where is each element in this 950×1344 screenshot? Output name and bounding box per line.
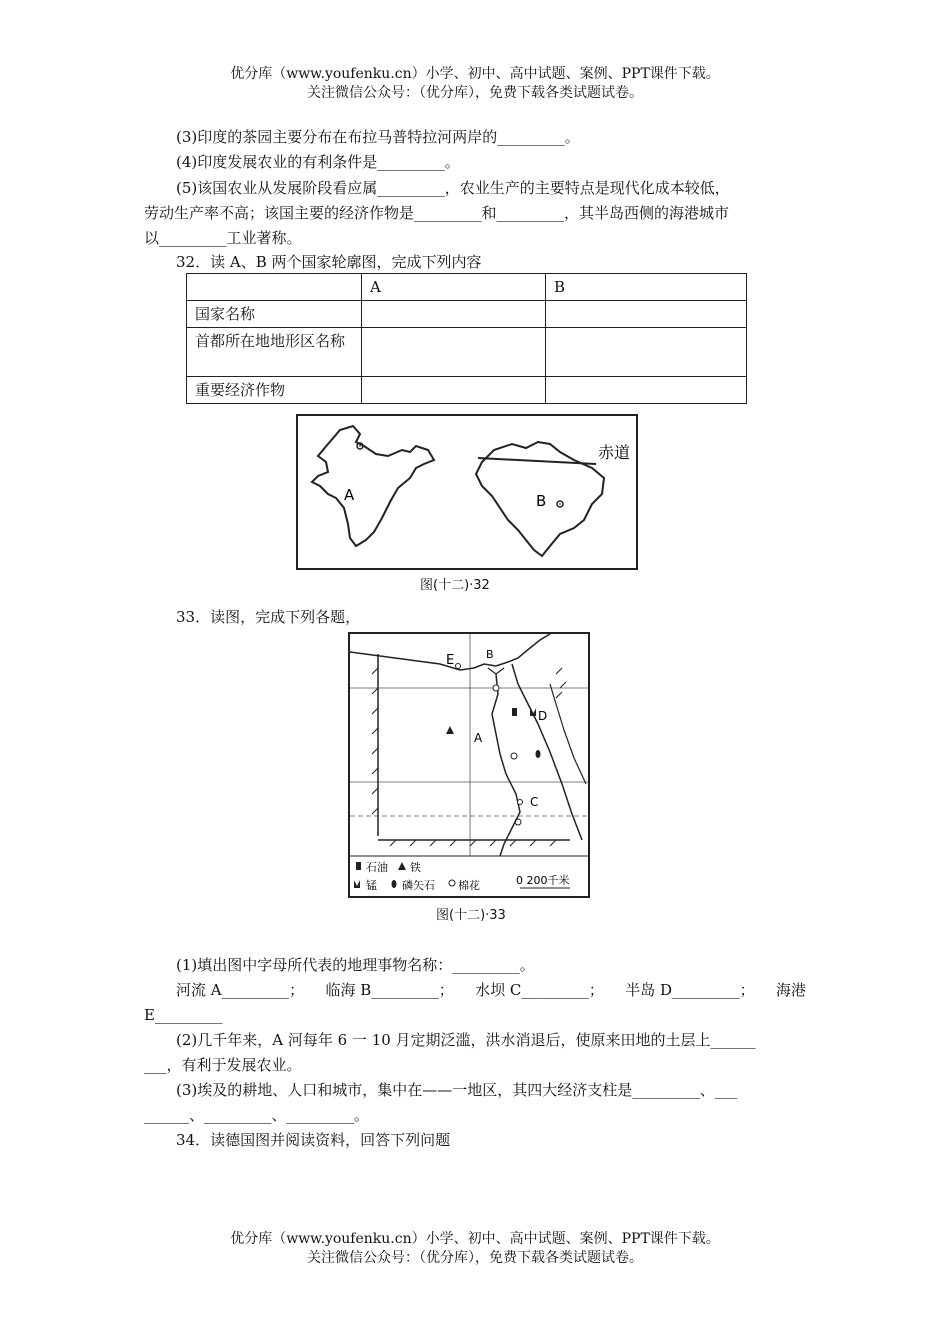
figure-33-map (348, 632, 590, 898)
cairo-marker (493, 685, 499, 691)
figure-32-map (296, 414, 638, 570)
table-cell-crops-b[interactable] (546, 377, 747, 404)
dam-marker (518, 800, 523, 805)
figure-33-svg (350, 634, 588, 896)
footer-line-1: 优分库（www.youfenku.cn）小学、初中、高中试题、案例、PPT课件下载。 (230, 1231, 720, 1247)
q33-dam-c: 水坝 C_________； (475, 981, 604, 999)
q33-river-a: 河流 A_________； (176, 981, 305, 999)
map-label-a: A (344, 486, 355, 504)
q33-part1-blanks (176, 980, 806, 1000)
q33-port-e: E_________ (144, 1006, 223, 1024)
q31-part3: (3)印度的茶园主要分布在布拉马普特拉河两岸的_________。 (176, 128, 580, 146)
india-outline (312, 426, 434, 546)
legend-iron-label: 铁 (410, 861, 421, 874)
legend-oil-label: 石油 (366, 861, 388, 874)
oil-icon (512, 708, 517, 716)
table-row-crops: 重要经济作物 (187, 377, 362, 404)
header-line-1: 优分库（www.youfenku.cn）小学、初中、高中试题、案例、PPT课件下载。 (230, 66, 720, 82)
legend-phos-icon (392, 880, 397, 888)
map-label-c: C (530, 795, 539, 809)
table-cell-crops-a[interactable] (362, 377, 546, 404)
q33-part3-line1: (3)埃及的耕地、人口和城市，集中在——一地区，其四大经济支柱是_________、___ (176, 1081, 738, 1099)
q31-part5-line3: 以_________工业著称。 (144, 229, 302, 247)
map-label-a: A (474, 731, 483, 745)
table-header-a: A (362, 274, 546, 301)
map-label-d: D (538, 709, 548, 723)
q33-title: 33．读图，完成下列各题， (176, 608, 361, 626)
q31-part4: (4)印度发展农业的有利条件是_________。 (176, 153, 460, 171)
q33-sea-b: 临海 B_________； (325, 981, 454, 999)
cotton-icon-2 (515, 819, 521, 825)
legend-mn-icon (354, 880, 360, 888)
q32-table (186, 273, 747, 404)
figure-32-caption: 图(十二)·32 (420, 578, 490, 593)
phosphate-icon (536, 750, 541, 758)
q33-part1: (1)填出图中字母所代表的地理事物名称：_________。 (176, 956, 535, 974)
legend-oil-icon (356, 862, 361, 870)
footer-line-2: 关注微信公众号：（优分库），免费下载各类试题试卷。 (307, 1250, 643, 1266)
q32-title: 32．读 A、B 两个国家轮廓图，完成下列内容 (176, 253, 482, 271)
q33-peninsula-d: 半岛 D_________； (625, 981, 755, 999)
table-corner (187, 274, 362, 301)
q31-part5-line2: 劳动生产率不高；该国主要的经济作物是_________和_________，其半岛西侧的海港城市 (144, 204, 730, 222)
cotton-icon (511, 753, 517, 759)
equator-label: 赤道 (598, 443, 631, 462)
map-label-b: B (536, 492, 547, 510)
header-line-2: 关注微信公众号：（优分库），免费下载各类试题试卷。 (307, 85, 643, 101)
legend-cotton-icon (449, 880, 455, 886)
table-cell-capital-b[interactable] (546, 328, 747, 377)
map-label-b: B (486, 648, 494, 661)
q31-part5-line1: (5)该国农业从发展阶段看应属_________，农业生产的主要特点是现代化成本较低， (176, 179, 730, 197)
iron-icon (446, 726, 454, 734)
table-row-country: 国家名称 (187, 301, 362, 328)
map-scale: 0 200千米 (516, 874, 570, 887)
table-header-b: B (546, 274, 747, 301)
figure-32-svg (298, 416, 636, 568)
q34-title: 34．读德国图并阅读资料，回答下列问题 (176, 1131, 451, 1149)
table-row-capital-landform: 首都所在地地形区名称 (187, 328, 362, 377)
q33-part2-line2: ___，有利于发展农业。 (144, 1056, 302, 1074)
table-cell-capital-a[interactable] (362, 328, 546, 377)
legend-phos-label: 磷矢石 (402, 879, 435, 892)
map-label-e: E (446, 653, 455, 668)
nile-river (492, 674, 520, 856)
legend-iron-icon (398, 862, 406, 870)
legend-cotton-label: 棉花 (458, 879, 480, 892)
table-cell-country-b[interactable] (546, 301, 747, 328)
q33-port-label: 海港 (775, 981, 806, 999)
legend-mn-label: 锰 (366, 879, 377, 892)
table-cell-country-a[interactable] (362, 301, 546, 328)
q33-part2-line1: (2)几千年来，A 河每年 6 一 10 月定期泛滥，洪水消退后，使原来田地的土层上______ (176, 1031, 756, 1049)
q33-part3-line2: ______、_________、_________。 (144, 1106, 370, 1124)
figure-33-caption: 图(十二)·33 (436, 908, 506, 923)
